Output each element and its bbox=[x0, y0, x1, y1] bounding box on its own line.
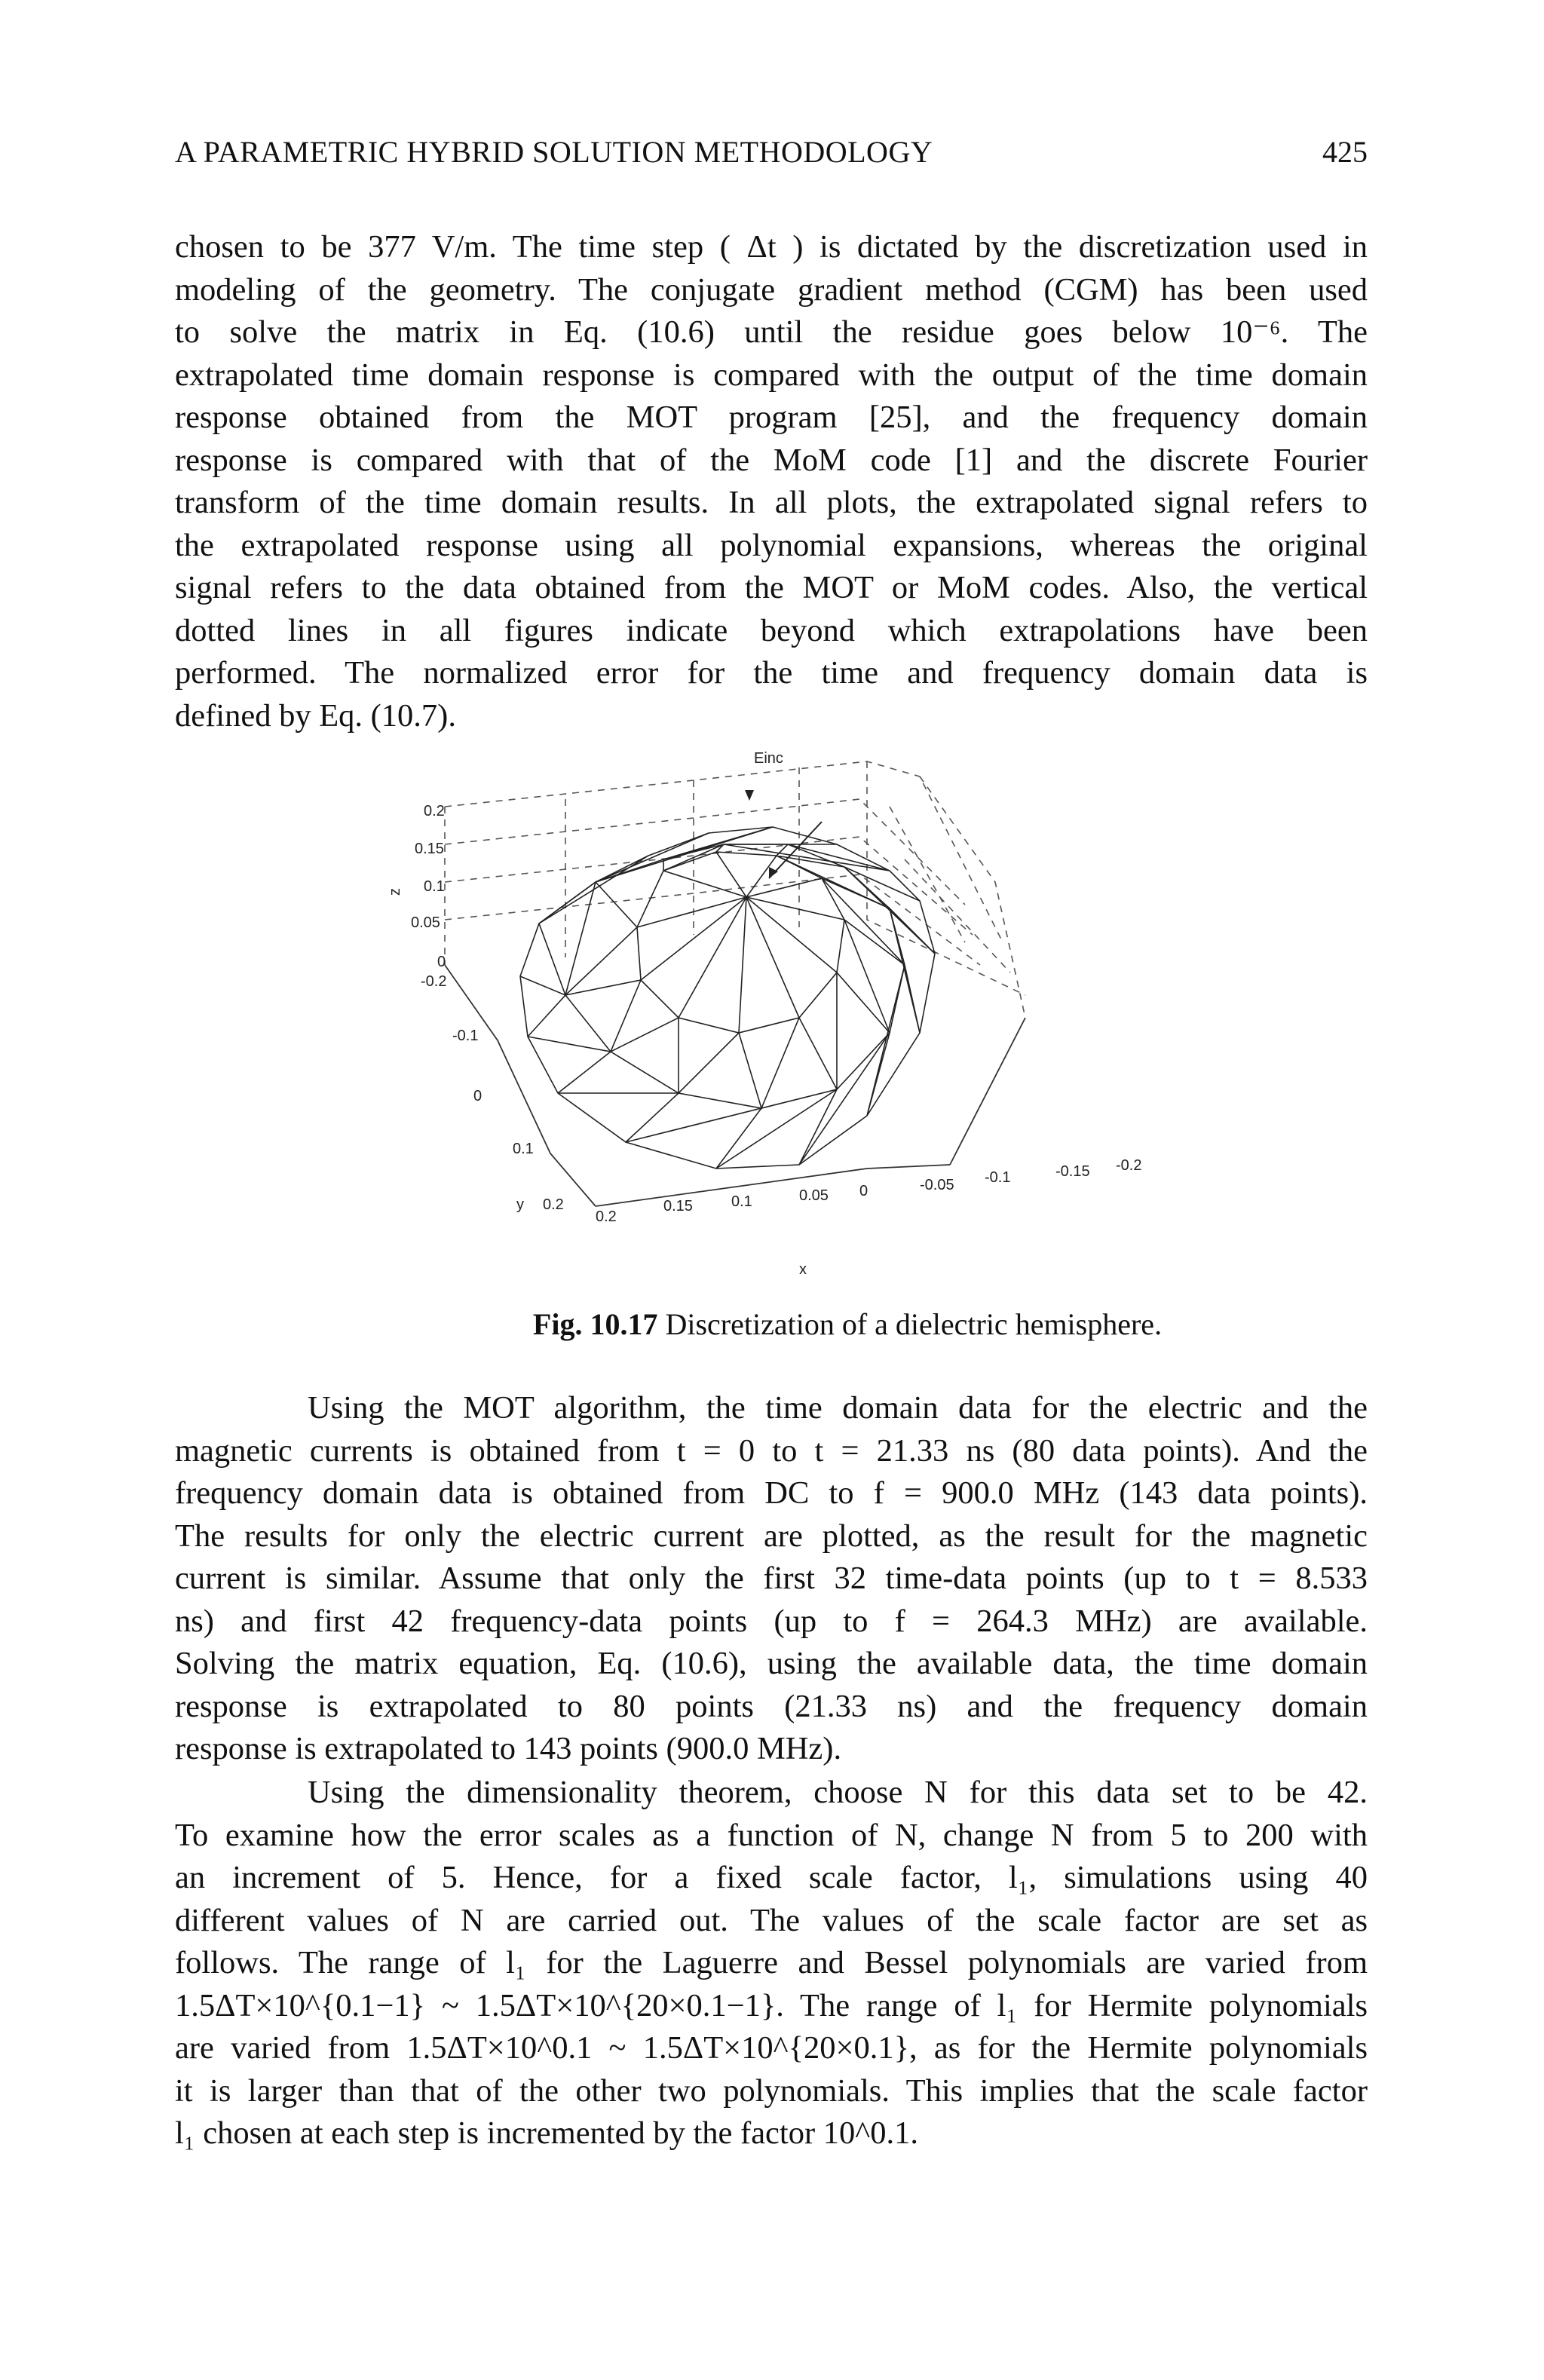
grid-line bbox=[890, 807, 965, 942]
text-line: magnetic currents is obtained from t = 0 to t = 21.33 ns (80 data points). And the bbox=[175, 1432, 1368, 1469]
back-axis-line bbox=[950, 1018, 1025, 1165]
z-tick-label: 0 bbox=[437, 954, 446, 970]
paragraph-2 bbox=[175, 1387, 1368, 1771]
hemisphere-mesh-figure bbox=[377, 746, 1206, 1319]
mesh-triangles-outer bbox=[520, 827, 935, 1169]
text-line: defined by Eq. (10.7). bbox=[175, 697, 456, 734]
text-line: chosen to be 377 V/m. The time step ( Δt ) is dictated by the discretization used in bbox=[175, 229, 1368, 265]
y-axis-line bbox=[445, 965, 596, 1206]
mesh-spokes bbox=[637, 852, 844, 1033]
page-number: 425 bbox=[1322, 135, 1368, 169]
mesh-ring-outer bbox=[565, 844, 905, 1108]
text-line: the extrapolated response using all polynomial expansions, whereas the original bbox=[175, 527, 1368, 563]
text-line: are varied from 1.5ΔT×10^0.1 ~ 1.5ΔT×10^{20×0.1}, as for the Hermite polynomials bbox=[175, 2030, 1368, 2066]
paragraph-1 bbox=[175, 226, 1368, 737]
x-axis-line bbox=[596, 1165, 950, 1206]
z-axis-label: z bbox=[387, 888, 403, 896]
x-axis-label: x bbox=[799, 1261, 807, 1278]
text-line: to solve the matrix in Eq. (10.6) until the residue goes below 10⁻⁶. The bbox=[175, 314, 1368, 350]
hemisphere-mesh-plot bbox=[377, 746, 1206, 1319]
x-tick-label: -0.05 bbox=[920, 1177, 954, 1193]
front-axes bbox=[445, 965, 1025, 1206]
z-tick-label: 0.1 bbox=[424, 878, 445, 895]
text-line: dotted lines in all figures indicate beyond which extrapolations have been bbox=[175, 612, 1368, 648]
figure-caption bbox=[75, 1306, 1544, 1342]
text-line: signal refers to the data obtained from the MOT or MoM codes. Also, the vertical bbox=[175, 570, 1368, 605]
paragraph-3 bbox=[175, 1772, 1368, 2155]
x-tick-label: -0.2 bbox=[1116, 1157, 1142, 1174]
z-tick-label: 0.05 bbox=[411, 914, 440, 931]
text-line: it is larger than that of the other two polynomials. This implies that the scale factor bbox=[175, 2072, 1368, 2109]
text-line: an increment of 5. Hence, for a fixed scale factor, l₁, simulations using 40 bbox=[175, 1860, 1368, 1895]
text-line: The results for only the electric current are plotted, as the result for the magnetic bbox=[175, 1518, 1368, 1554]
axis-box-grid bbox=[445, 761, 1025, 1018]
grid-line bbox=[445, 799, 965, 905]
text-line: different values of N are carried out. The values of the scale factor are set as bbox=[175, 1902, 1368, 1938]
grid-line bbox=[920, 776, 1025, 1018]
text-line: performed. The normalized error for the time and frequency domain data is bbox=[175, 655, 1368, 691]
y-tick-label: 0.2 bbox=[543, 1196, 564, 1213]
text-line: current is similar. Assume that only the first 32 time-data points (up to t = 8.533 bbox=[175, 1561, 1368, 1596]
text-line: modeling of the geometry. The conjugate gradient method (CGM) has been used bbox=[175, 271, 1368, 308]
caption-label: Fig. 10.17 bbox=[532, 1307, 658, 1341]
text-line: transform of the time domain results. In all plots, the extrapolated signal refers to bbox=[175, 485, 1368, 520]
text-line: l₁ chosen at each step is incremented by the factor 10^0.1. bbox=[175, 2115, 918, 2151]
y-axis-label: y bbox=[516, 1196, 524, 1213]
text-line: response obtained from the MOT program [25], and the frequency domain bbox=[175, 400, 1368, 435]
header-title: A PARAMETRIC HYBRID SOLUTION METHODOLOGY bbox=[175, 135, 933, 169]
text-line: ns) and first 42 frequency-data points (up to f = 264.3 MHz) are available. bbox=[175, 1603, 1368, 1639]
text-line: To examine how the error scales as a function of N, change N from 5 to 200 with bbox=[175, 1817, 1368, 1853]
incident-field-arrow bbox=[745, 790, 822, 878]
text-line: extrapolated time domain response is compared with the output of the time domain bbox=[175, 357, 1368, 393]
arrow-line bbox=[769, 822, 822, 878]
y-tick-label: 0 bbox=[473, 1088, 482, 1104]
x-tick-label: 0.2 bbox=[596, 1208, 617, 1225]
caption-text: Discretization of a dielectric hemisphere. bbox=[657, 1307, 1163, 1341]
grid-line bbox=[905, 859, 1010, 973]
text-line: response is compared with that of the MoM code [1] and the discrete Fourier bbox=[175, 442, 1368, 478]
text-line: 1.5ΔT×10^{0.1−1} ~ 1.5ΔT×10^{20×0.1−1}. The range of l₁ for Hermite polynomials bbox=[175, 1987, 1368, 2023]
z-tick-label: 0.15 bbox=[415, 841, 444, 857]
x-tick-label: -0.1 bbox=[985, 1169, 1011, 1186]
mesh-triangles-inner bbox=[565, 844, 905, 1108]
y-tick-label: -0.1 bbox=[452, 1028, 479, 1044]
text-line: Solving the matrix equation, Eq. (10.6), using the available data, the time domain bbox=[175, 1646, 1368, 1681]
y-tick-label: -0.2 bbox=[421, 973, 447, 990]
text-line: Using the MOT algorithm, the time domain data for the electric and the bbox=[308, 1390, 1368, 1426]
text-line: Using the dimensionality theorem, choose N for this data set to be 42. bbox=[308, 1775, 1368, 1810]
hemisphere-mesh bbox=[520, 827, 935, 1169]
x-tick-label: 0.1 bbox=[731, 1193, 752, 1210]
incident-field-label: Einc bbox=[754, 750, 783, 767]
x-tick-label: 0.05 bbox=[799, 1187, 829, 1204]
arrow-head bbox=[769, 867, 778, 878]
x-tick-label: 0 bbox=[859, 1183, 868, 1199]
z-tick-label: 0.2 bbox=[424, 803, 445, 819]
text-line: frequency domain data is obtained from DC to f = 900.0 MHz (143 data points). bbox=[175, 1475, 1368, 1511]
polarization-marker bbox=[745, 790, 754, 801]
text-line: follows. The range of l₁ for the Laguerre and Bessel polynomials are varied from bbox=[175, 1945, 1368, 1980]
x-tick-label: -0.15 bbox=[1055, 1163, 1090, 1180]
y-tick-label: 0.1 bbox=[513, 1141, 534, 1157]
text-line: response is extrapolated to 143 points (900.0 MHz). bbox=[175, 1731, 842, 1766]
grid-line bbox=[867, 761, 1025, 995]
text-line: response is extrapolated to 80 points (21.33 ns) and the frequency domain bbox=[175, 1688, 1368, 1724]
x-tick-label: 0.15 bbox=[663, 1198, 693, 1215]
running-header bbox=[175, 134, 1368, 179]
